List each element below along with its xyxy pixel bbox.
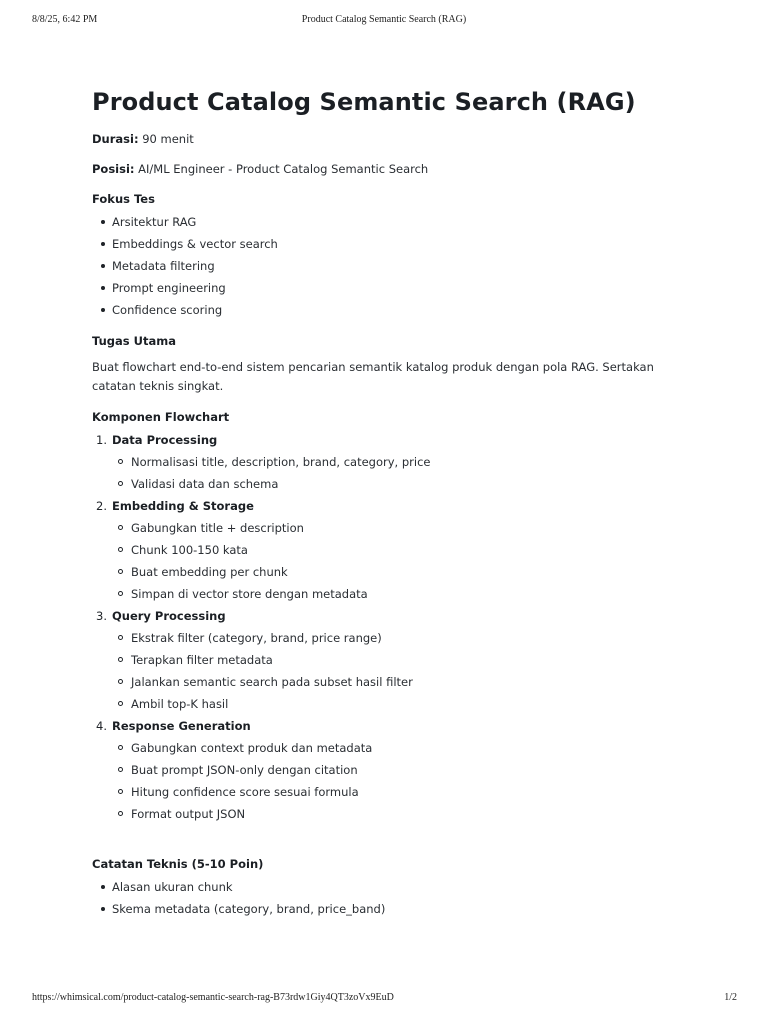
- print-header: [0, 14, 768, 28]
- step-title: Query Processing: [112, 609, 226, 623]
- page-title: Product Catalog Semantic Search (RAG): [92, 88, 636, 116]
- step-number: 2.: [96, 499, 107, 513]
- list-item: Jalankan semantic search pada subset hasil filter: [112, 671, 672, 693]
- fokus-list: [92, 211, 672, 321]
- list-item: Terapkan filter metadata: [112, 649, 672, 671]
- durasi-line: [92, 130, 672, 149]
- step-title: Response Generation: [112, 719, 251, 733]
- tugas-paragraph: Buat flowchart end-to-end sistem pencarian semantik katalog produk dengan pola RAG. Sertakan catatan teknis singkat.: [92, 360, 654, 393]
- step-number: 3.: [96, 609, 107, 623]
- step-title: Data Processing: [112, 433, 218, 447]
- list-item: Prompt engineering: [92, 277, 672, 299]
- list-item: Skema metadata (category, brand, price_band): [92, 898, 672, 920]
- list-item: Embeddings & vector search: [92, 233, 672, 255]
- step-query-processing: [92, 605, 672, 715]
- posisi-line: [92, 160, 672, 179]
- list-item: Hitung confidence score sesuai formula: [112, 781, 672, 803]
- list-item: Gabungkan title + description: [112, 517, 672, 539]
- step-number: 1.: [96, 433, 107, 447]
- step-embedding-storage: [92, 495, 672, 605]
- durasi-label: Durasi:: [92, 132, 139, 146]
- print-footer: [0, 992, 768, 1006]
- step-response-generation: [92, 715, 672, 825]
- list-item: Simpan di vector store dengan metadata: [112, 583, 672, 605]
- list-item: Buat prompt JSON-only dengan citation: [112, 759, 672, 781]
- posisi-label: Posisi:: [92, 162, 135, 176]
- list-item: Metadata filtering: [92, 255, 672, 277]
- print-date: 8/8/25, 6:42 PM: [32, 14, 98, 25]
- list-item: Chunk 100-150 kata: [112, 539, 672, 561]
- list-item: Ekstrak filter (category, brand, price range): [112, 627, 672, 649]
- catatan-list: [92, 876, 672, 920]
- step-sublist: [112, 517, 672, 605]
- tugas-heading: Tugas Utama: [92, 334, 176, 348]
- step-title: Embedding & Storage: [112, 499, 254, 513]
- list-item: Arsitektur RAG: [92, 211, 672, 233]
- step-sublist: [112, 627, 672, 715]
- list-item: Buat embedding per chunk: [112, 561, 672, 583]
- print-url: https://whimsical.com/product-catalog-semantic-search-rag-B73rdw1Giy4QT3zoVx9EuD: [32, 992, 394, 1003]
- komponen-list: [92, 429, 672, 825]
- step-data-processing: [92, 429, 672, 495]
- fokus-heading: Fokus Tes: [92, 192, 155, 206]
- document-content: [92, 86, 672, 931]
- list-item: Ambil top-K hasil: [112, 693, 672, 715]
- catatan-heading: Catatan Teknis (5-10 Poin): [92, 857, 264, 871]
- list-item: Normalisasi title, description, brand, category, price: [112, 451, 672, 473]
- list-item: Alasan ukuran chunk: [92, 876, 672, 898]
- step-sublist: [112, 451, 672, 495]
- list-item: Gabungkan context produk dan metadata: [112, 737, 672, 759]
- list-item: Validasi data dan schema: [112, 473, 672, 495]
- komponen-heading: Komponen Flowchart: [92, 410, 230, 424]
- page-number: 1/2: [724, 992, 737, 1003]
- print-header-title: Product Catalog Semantic Search (RAG): [301, 14, 467, 25]
- step-sublist: [112, 737, 672, 825]
- posisi-value: AI/ML Engineer - Product Catalog Semantic Search: [138, 162, 429, 176]
- list-item: Confidence scoring: [92, 299, 672, 321]
- step-number: 4.: [96, 719, 107, 733]
- list-item: Format output JSON: [112, 803, 672, 825]
- durasi-value: 90 menit: [142, 132, 194, 146]
